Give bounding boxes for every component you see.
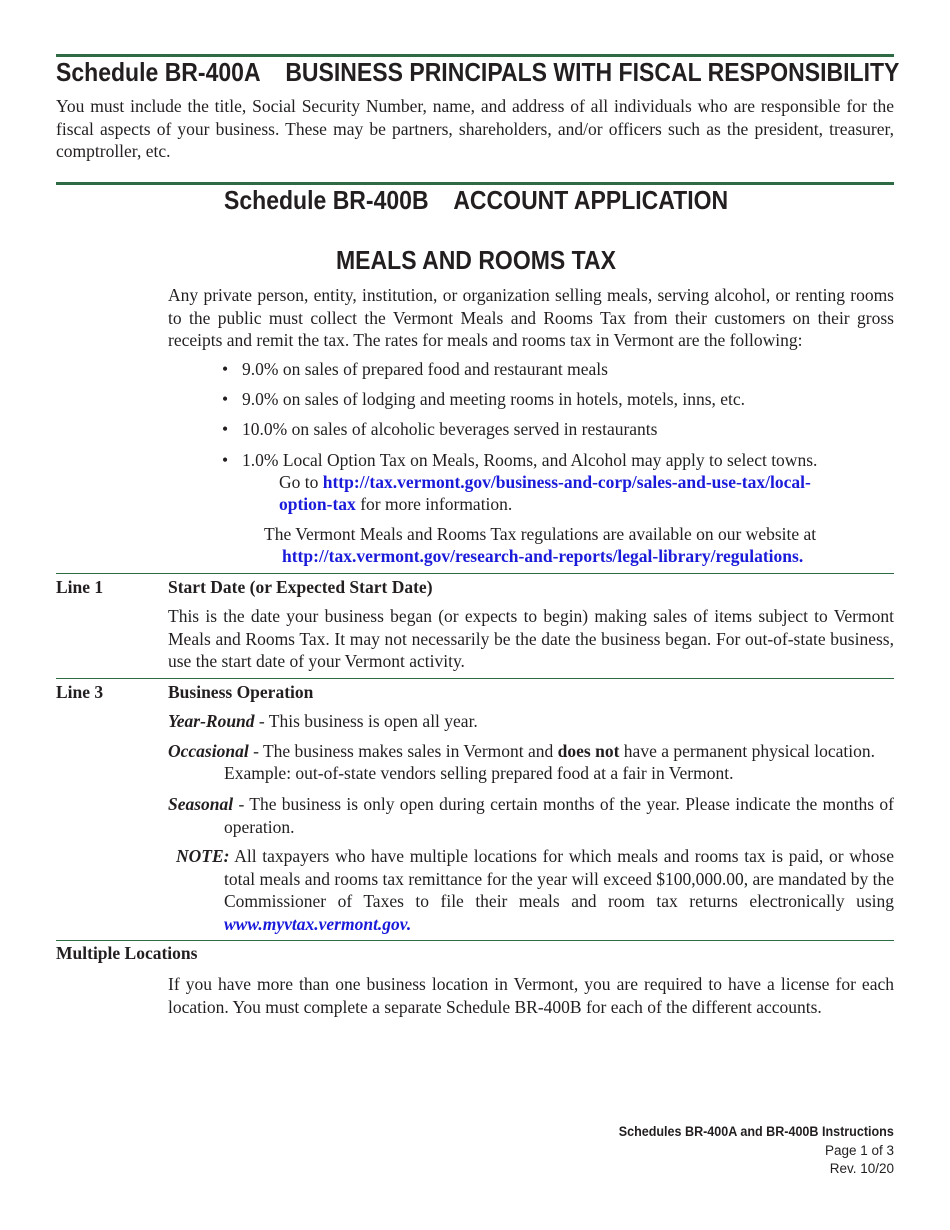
occasional-example: Example: out-of-state vendors selling prepared food at a fair in Vermont. [224,763,734,783]
rate-bullet: • 1.0% Local Option Tax on Meals, Rooms, and Alcohol may apply to select towns. [222,450,818,470]
rate-bullet-text: 9.0% on sales of prepared food and restaurant meals [242,359,608,379]
local-option-tax-link[interactable]: http://tax.vermont.gov/business-and-corp/sales-and-use-tax/local- [322,472,811,492]
seasonal-entry [168,793,894,838]
rate-bullet: • 10.0% on sales of alcoholic beverages served in restaurants [222,419,658,439]
rate-bullet: • 9.0% on sales of lodging and meeting rooms in hotels, motels, inns, etc. [222,389,746,409]
myvtax-link[interactable]: www.myvtax.vermont.gov. [224,913,412,934]
footer-revision: Rev. 10/20 [829,1161,894,1176]
year-round-term: Year-Round [168,711,255,731]
multiple-locations-rule [56,940,894,941]
multiple-locations-text: If you have more than one business location in Vermont, you are required to have a license for each location. You must complete a separate Schedule BR-400B for each of the different accounts. [168,974,894,1017]
occasional-entry [168,740,875,763]
rate-bullet-text: 9.0% on sales of lodging and meeting rooms in hotels, motels, inns, etc. [242,389,746,409]
rate-bullet-text: 1.0% Local Option Tax on Meals, Rooms, and Alcohol may apply to select towns. [242,450,818,470]
local-option-tax-link[interactable]: option-tax [279,494,356,514]
local-option-line [279,471,811,494]
section-b-title: Schedule BR-400B ACCOUNT APPLICATION [224,185,729,215]
footer-title: Schedules BR-400A and BR-400B Instructions [618,1124,894,1139]
rate-bullet-text: 10.0% on sales of alcoholic beverages served in restaurants [242,419,658,439]
regulations-text: The Vermont Meals and Rooms Tax regulations are available on our website at [264,524,817,544]
section-a-text: You must include the title, Social Security Number, name, and address of all individuals who are responsible for the fiscal aspects of your business. These may be partners, shareholders, and/or officers such as the president, treasurer, comptroller, etc. [56,96,894,161]
occasional-term: Occasional [168,741,249,761]
line1-label: Line 1 [56,577,104,597]
seasonal-text: - The business is only open during certain months of the year. Please indicate the months of operation. [224,794,894,837]
regulations-link[interactable]: http://tax.vermont.gov/research-and-reports/legal-library/regulations. [282,546,804,566]
rate-bullet: • 9.0% on sales of prepared food and restaurant meals [222,359,608,379]
year-round-text: - This business is open all year. [254,711,478,731]
occasional-text: - The business makes sales in Vermont and [248,741,558,761]
footer-page-number: Page 1 of 3 [824,1142,894,1158]
local-option-line [279,493,512,516]
multiple-locations-heading: Multiple Locations [56,943,198,963]
note-term: NOTE: [176,846,230,866]
local-option-prefix: Go to [279,472,323,492]
line1-rule [56,573,894,574]
note-entry [176,845,894,935]
occasional-text: have a permanent physical location. [619,741,876,761]
seasonal-term: Seasonal [168,794,234,814]
line1-text: This is the date your business began (or expects to begin) making sales of items subject to Vermont Meals and Rooms Tax. It may not necessarily be the date the business began. For out-of-state business, use the start date of your Vermont activity. [168,606,894,671]
occasional-emphasis: does not [557,741,620,761]
line1-heading: Start Date (or Expected Start Date) [168,577,433,597]
note-text: All taxpayers who have multiple locations for which meals and rooms tax is paid, or whose total meals and rooms tax remittance for the year will exceed $100,000.00, are mandated by the Commissioner of Taxes to file their meals and room tax returns electronically using [224,846,894,911]
section-a-title: Schedule BR-400A BUSINESS PRINCIPALS WITH FISCAL RESPONSIBILITY [56,57,900,87]
year-round-entry [168,710,478,733]
line3-rule [56,678,894,679]
line3-heading: Business Operation [168,682,314,702]
local-option-suffix: for more information. [355,494,513,514]
line3-label: Line 3 [56,682,104,702]
section-b-subtitle: MEALS AND ROOMS TAX [336,245,616,275]
section-b-intro: Any private person, entity, institution, or organization selling meals, serving alcohol, or renting rooms to the public must collect the Vermont Meals and Rooms Tax from their customers on their gross receipts and remit the tax. The rates for meals and rooms tax in Vermont are the following: [168,285,894,350]
page-footer [598,1123,894,1179]
